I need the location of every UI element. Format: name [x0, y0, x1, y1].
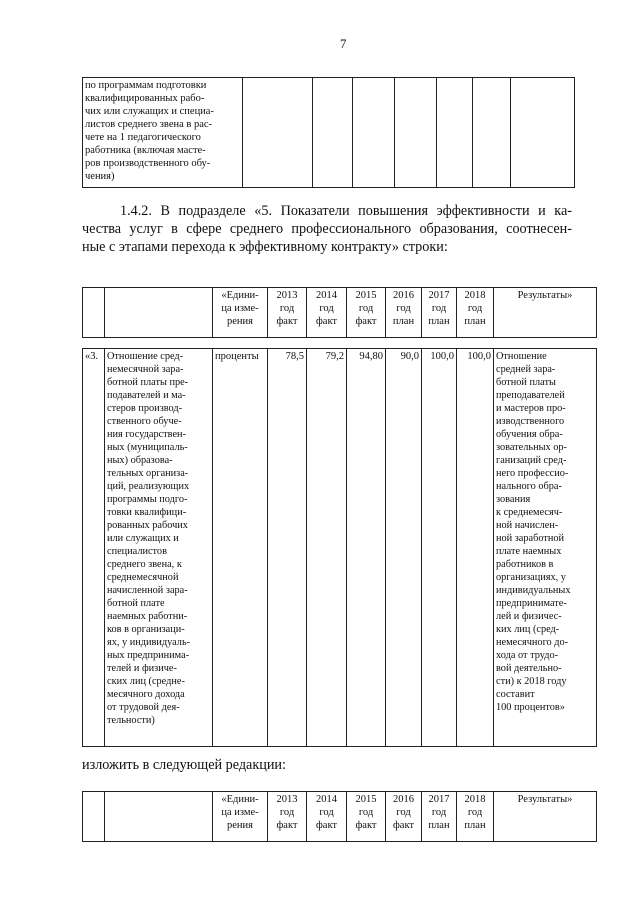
- bottom-indicator-cell: [105, 792, 213, 842]
- year: 2017: [428, 794, 450, 805]
- year-type: факт: [315, 820, 337, 831]
- header-unit: «Едини- ца изме- рения: [221, 290, 259, 327]
- year: 2018: [464, 794, 486, 805]
- results-text: Отношение средней зара- ботной платы преподавателей и мастеров про- изводственного обучения обра- зовательных ор- ганизаций сред- него профессио- нального обра- зования к среднемесяч- ной начислен- ной заработной плате наемных работников в организациях, у индивидуальных предпринимате- лей и физичес- ких лиц (сред- немесячного до- хода от трудо- вой деятельно- сти) к 2018 году составит 100 процентов»: [496, 351, 571, 713]
- value: 100,0: [430, 351, 454, 362]
- bottom-year-cell: [422, 792, 457, 842]
- header-indicator-cell: [105, 288, 213, 338]
- bottom-unit: «Едини- ца изме- рения: [221, 794, 259, 831]
- page-number: 7: [340, 36, 347, 51]
- year-word: год: [358, 303, 374, 314]
- year: 2015: [355, 794, 377, 805]
- value-cell: [347, 349, 386, 747]
- top-table-empty-cell: [395, 78, 437, 188]
- paragraph-line-1: 1.4.2. В подразделе «5. Показатели повышения эффективности и ка-: [120, 203, 572, 219]
- year-word: год: [279, 807, 295, 818]
- year-type: факт: [276, 316, 298, 327]
- bottom-unit-cell: [213, 792, 268, 842]
- year-word: год: [467, 303, 483, 314]
- value-cell: [422, 349, 457, 747]
- bottom-num-cell: [83, 792, 105, 842]
- bottom-year-cell: [386, 792, 422, 842]
- header-unit-cell: [213, 288, 268, 338]
- unit-text: проценты: [215, 351, 259, 362]
- year: 2013: [276, 290, 298, 301]
- value-cell: [268, 349, 307, 747]
- year-type: план: [428, 316, 450, 327]
- header-year-cell: [386, 288, 422, 338]
- year-type: план: [464, 820, 486, 831]
- year-word: год: [358, 807, 374, 818]
- results-cell: [494, 349, 597, 747]
- indicator-cell: [105, 349, 213, 747]
- top-table-cell: [83, 78, 243, 188]
- header-year-cell: [347, 288, 386, 338]
- header-results-cell: [494, 288, 597, 338]
- value: 79,2: [325, 351, 344, 362]
- top-table-text: по программам подготовки квалифицированных рабо- чих или служащих и специа- листов среднего звена в рас- чете на 1 педагогического работника (включая масте- ров производственного обу- чения): [85, 80, 214, 182]
- value: 90,0: [400, 351, 419, 362]
- bottom-year-cell: [347, 792, 386, 842]
- header-results: Результаты»: [517, 290, 573, 301]
- year-word: год: [319, 303, 334, 314]
- replace-text: изложить в следующей редакции:: [82, 757, 286, 773]
- year: 2014: [316, 794, 337, 805]
- year-word: год: [467, 807, 483, 818]
- indicator-text: Отношение сред- немесячной зара- ботной платы пре- подавателей и ма- стеров производ- ственного обуче- ния государствен- ных (муниципаль- ных) образова- тельных организа- ций, реализующих программы подго- товки квалифици- рованных рабочих или служащих и специалистов среднего звена, к среднемесячной начисленной зара- ботной плате наемных работни- ков в организаци- ях, у индивидуаль- ных предпринима- телей и физиче- ских лиц (средне- месячного дохода от трудовой дея- тельности): [107, 351, 191, 726]
- top-table: [82, 77, 575, 188]
- year-type: факт: [392, 820, 414, 831]
- bottom-year-cell: [268, 792, 307, 842]
- year-word: год: [319, 807, 334, 818]
- top-table-empty-cell: [511, 78, 575, 188]
- value-cell: [386, 349, 422, 747]
- year: 2017: [428, 290, 450, 301]
- header-year-cell: [307, 288, 347, 338]
- row-num: «3.: [85, 351, 99, 362]
- year: 2016: [393, 290, 414, 301]
- year-type: план: [464, 316, 486, 327]
- header-year-cell: [268, 288, 307, 338]
- top-table-empty-cell: [473, 78, 511, 188]
- main-row-table: [82, 348, 597, 747]
- bottom-year-cell: [457, 792, 494, 842]
- year-word: год: [396, 303, 411, 314]
- year-word: год: [431, 303, 447, 314]
- value: 94,80: [359, 351, 383, 362]
- unit-cell: [213, 349, 268, 747]
- year: 2016: [393, 794, 414, 805]
- header-year-cell: [457, 288, 494, 338]
- top-table-empty-cell: [437, 78, 473, 188]
- value: 100,0: [467, 351, 491, 362]
- paragraph-line-3: ные с этапами перехода к эффективному контракту» строки:: [82, 239, 448, 255]
- header-table: [82, 287, 597, 338]
- bottom-table: [82, 791, 597, 842]
- year-type: план: [428, 820, 450, 831]
- top-table-empty-cell: [353, 78, 395, 188]
- year-word: год: [396, 807, 411, 818]
- year: 2018: [464, 290, 486, 301]
- year-word: год: [279, 303, 295, 314]
- year: 2013: [276, 794, 298, 805]
- year-type: факт: [355, 820, 377, 831]
- year: 2015: [355, 290, 377, 301]
- year-word: год: [431, 807, 447, 818]
- top-table-empty-cell: [313, 78, 353, 188]
- header-year-cell: [422, 288, 457, 338]
- bottom-results: Результаты»: [517, 794, 573, 805]
- bottom-results-cell: [494, 792, 597, 842]
- year-type: факт: [355, 316, 377, 327]
- row-num-cell: [83, 349, 105, 747]
- year: 2014: [316, 290, 337, 301]
- value-cell: [457, 349, 494, 747]
- value: 78,5: [285, 351, 304, 362]
- value-cell: [307, 349, 347, 747]
- bottom-year-cell: [307, 792, 347, 842]
- year-type: факт: [315, 316, 337, 327]
- top-table-empty-cell: [243, 78, 313, 188]
- year-type: факт: [276, 820, 298, 831]
- header-num-cell: [83, 288, 105, 338]
- year-type: план: [392, 316, 415, 327]
- paragraph-line-2: чества услуг в сфере среднего профессионального образования, соотнесен-: [82, 221, 572, 237]
